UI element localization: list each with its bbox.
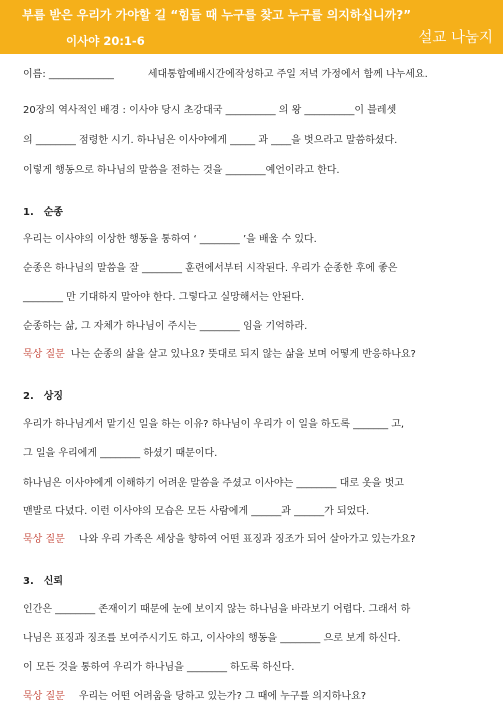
section-1-line-1: 우리는 이사야의 이상한 행동을 통하여 ‘ ________ ’을 배울 수 있다. — [23, 234, 317, 245]
section-number: 2. — [23, 391, 34, 402]
meditation-label: 묵상 질문 — [23, 691, 65, 702]
meditation-question-3 — [23, 690, 366, 704]
scripture-reference: 이사야 20:1-6 — [66, 34, 145, 48]
section-number: 1. — [23, 207, 34, 218]
section-2-line-1: 우리가 하나님게서 맡기신 일을 하는 이유? 하나님이 우리가 이 일을 하도록 _______ 고, — [23, 419, 405, 430]
meditation-text: 나와 우리 가족은 세상을 향하여 어떤 표징과 징조가 되어 살아가고 있는가요? — [78, 534, 416, 545]
header-banner — [0, 0, 503, 54]
section-title: 상징 — [43, 391, 64, 402]
section-1-line-3: ________ 만 기대하지 말아야 한다. 그렇다고 실망해서는 안된다. — [23, 292, 305, 303]
intro-line-2: 의 ________ 점령한 시기. 하나님은 이사야에게 _____ 과 ____을 벗으라고 말씀하셨다. — [23, 135, 398, 146]
instruction-text: 세대통합예배시간에작성하고 주일 저녁 가정에서 함께 나누세요. — [147, 69, 428, 80]
section-title: 신뢰 — [43, 576, 64, 587]
sermon-title: 부름 받은 우리가 가야할 길 “힘들 때 누구를 찾고 누구를 의지하십니까?” — [22, 8, 412, 22]
meditation-question-2 — [23, 533, 415, 547]
intro-line-1: 20장의 역사적인 배경 : 이사야 당시 초강대국 __________ 의 왕 __________이 블레셋 — [23, 105, 397, 116]
section-heading-3 — [23, 575, 63, 589]
worksheet-label: 설교 나눔지 — [418, 30, 493, 46]
section-title: 순종 — [43, 207, 64, 218]
section-heading-2 — [23, 390, 63, 404]
meditation-text: 우리는 어떤 어려움을 당하고 있는가? 그 때에 누구를 의지하나요? — [78, 691, 367, 702]
meditation-label: 묵상 질문 — [23, 349, 65, 360]
section-3-line-3: 이 모든 것을 통하여 우리가 하나님을 ________ 하도록 하신다. — [23, 662, 295, 673]
section-2-line-2: 그 일을 우리에게 ________ 하셨기 때문이다. — [23, 448, 218, 459]
name-field-label: 이름: _____________ — [23, 69, 114, 80]
section-3-line-2: 나님은 표징과 징조를 보여주시기도 하고, 이사야의 행동을 ________ 으로 보게 하신다. — [23, 633, 401, 644]
section-heading-1 — [23, 206, 63, 220]
intro-line-3: 이렇게 행동으로 하나님의 말씀을 전하는 것을 ________예언이라고 한다. — [23, 165, 340, 176]
section-3-line-1: 인간은 ________ 존재이기 때문에 눈에 보이지 않는 하나님을 바라보기 어렵다. 그래서 하 — [23, 604, 411, 615]
meditation-question-1 — [23, 348, 416, 362]
meditation-label: 묵상 질문 — [23, 534, 65, 545]
section-1-line-2: 순종은 하나님의 말씀을 잘 ________ 훈련에서부터 시작된다. 우리가 순종한 후에 좋은 — [23, 263, 398, 274]
meditation-text: 나는 순종의 삶을 살고 있나요? 뜻대로 되지 않는 삶을 보며 어떻게 반응하나요? — [70, 349, 416, 360]
section-2-line-4: 맨발로 다녔다. 이런 이사야의 모습은 모든 사람에게 ______과 ______가 되었다. — [23, 506, 370, 517]
section-number: 3. — [23, 576, 34, 587]
section-1-line-4: 순종하는 삶, 그 자체가 하나님이 주시는 ________ 임을 기억하라. — [23, 321, 308, 332]
name-line — [23, 68, 428, 82]
section-2-line-3: 하나님은 이사야에게 이해하기 어려운 말씀을 주셨고 이사야는 ________ 대로 옷을 벗고 — [23, 478, 404, 489]
